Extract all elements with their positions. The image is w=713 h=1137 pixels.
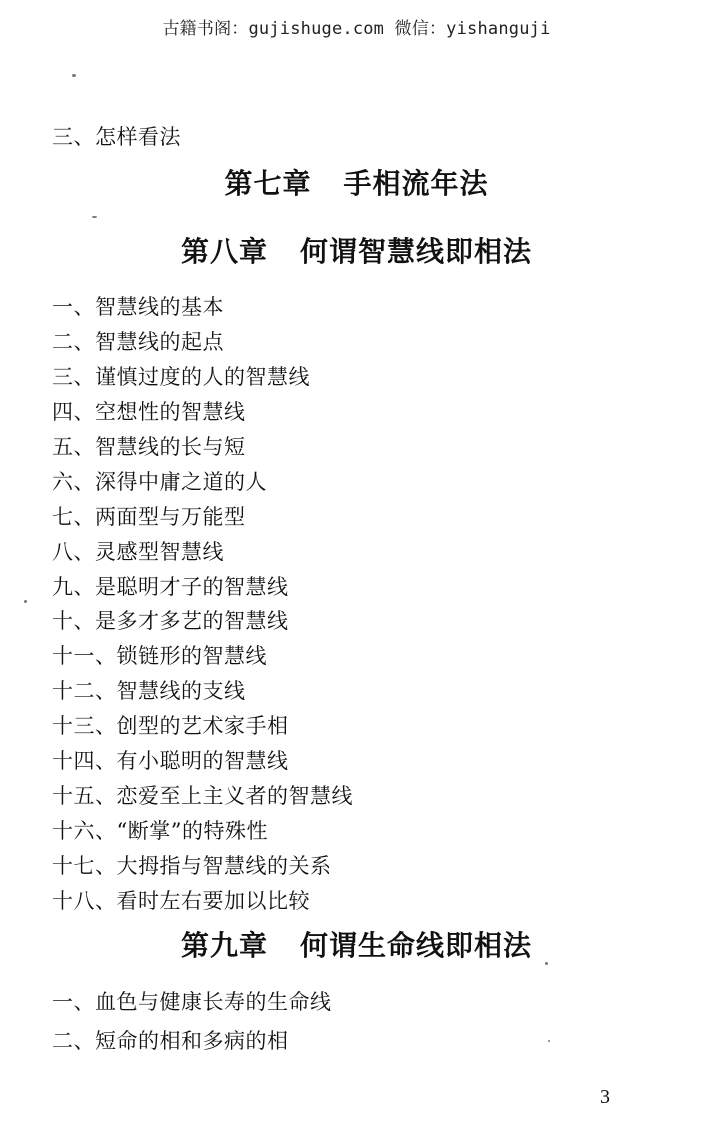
chapter-number: 第九章 (180, 929, 268, 962)
toc-item: 三、怎样看法 (52, 125, 181, 149)
chapter-heading (0, 167, 713, 201)
scan-speck (24, 600, 27, 603)
chapter-number: 第八章 (180, 235, 268, 268)
toc-item: 一、血色与健康长寿的生命线 (52, 990, 332, 1014)
toc-item: 十六、“断掌”的特殊性 (52, 819, 268, 843)
toc-item: 二、短命的相和多病的相 (52, 1029, 289, 1053)
scan-speck (72, 74, 76, 77)
scan-speck (545, 962, 548, 965)
toc-item: 十八、看时左右要加以比较 (52, 889, 310, 913)
toc-item: 十五、恋爱至上主义者的智慧线 (52, 784, 353, 808)
toc-item: 六、深得中庸之道的人 (52, 470, 267, 494)
scan-speck (548, 1040, 550, 1042)
watermark-text: 古籍书阁：gujishuge.com 微信：yishanguji (162, 19, 551, 39)
chapter-heading (0, 929, 713, 963)
toc-item: 二、智慧线的起点 (52, 330, 224, 354)
toc-item: 十一、锁链形的智慧线 (52, 644, 267, 668)
toc-item: 七、两面型与万能型 (52, 505, 246, 529)
toc-item: 十三、创型的艺术家手相 (52, 714, 289, 738)
toc-item: 九、是聪明才子的智慧线 (52, 575, 289, 599)
toc-item: 三、谨慎过度的人的智慧线 (52, 365, 310, 389)
toc-item: 八、灵感型智慧线 (52, 540, 224, 564)
chapter-title: 手相流年法 (343, 167, 489, 200)
toc-item: 五、智慧线的长与短 (52, 435, 246, 459)
toc-item: 十二、智慧线的支线 (52, 679, 246, 703)
toc-item: 十、是多才多艺的智慧线 (52, 609, 289, 633)
toc-item: 十七、大拇指与智慧线的关系 (52, 854, 332, 878)
chapter-title: 何谓生命线即相法 (300, 929, 533, 962)
chapter-title: 何谓智慧线即相法 (300, 235, 533, 268)
page-number: 3 (600, 1086, 610, 1108)
toc-item: 一、智慧线的基本 (52, 295, 224, 319)
chapter-heading (0, 235, 713, 269)
toc-item: 十四、有小聪明的智慧线 (52, 749, 289, 773)
scan-speck (92, 216, 97, 218)
toc-item: 四、空想性的智慧线 (52, 400, 246, 424)
chapter-number: 第七章 (224, 167, 312, 200)
